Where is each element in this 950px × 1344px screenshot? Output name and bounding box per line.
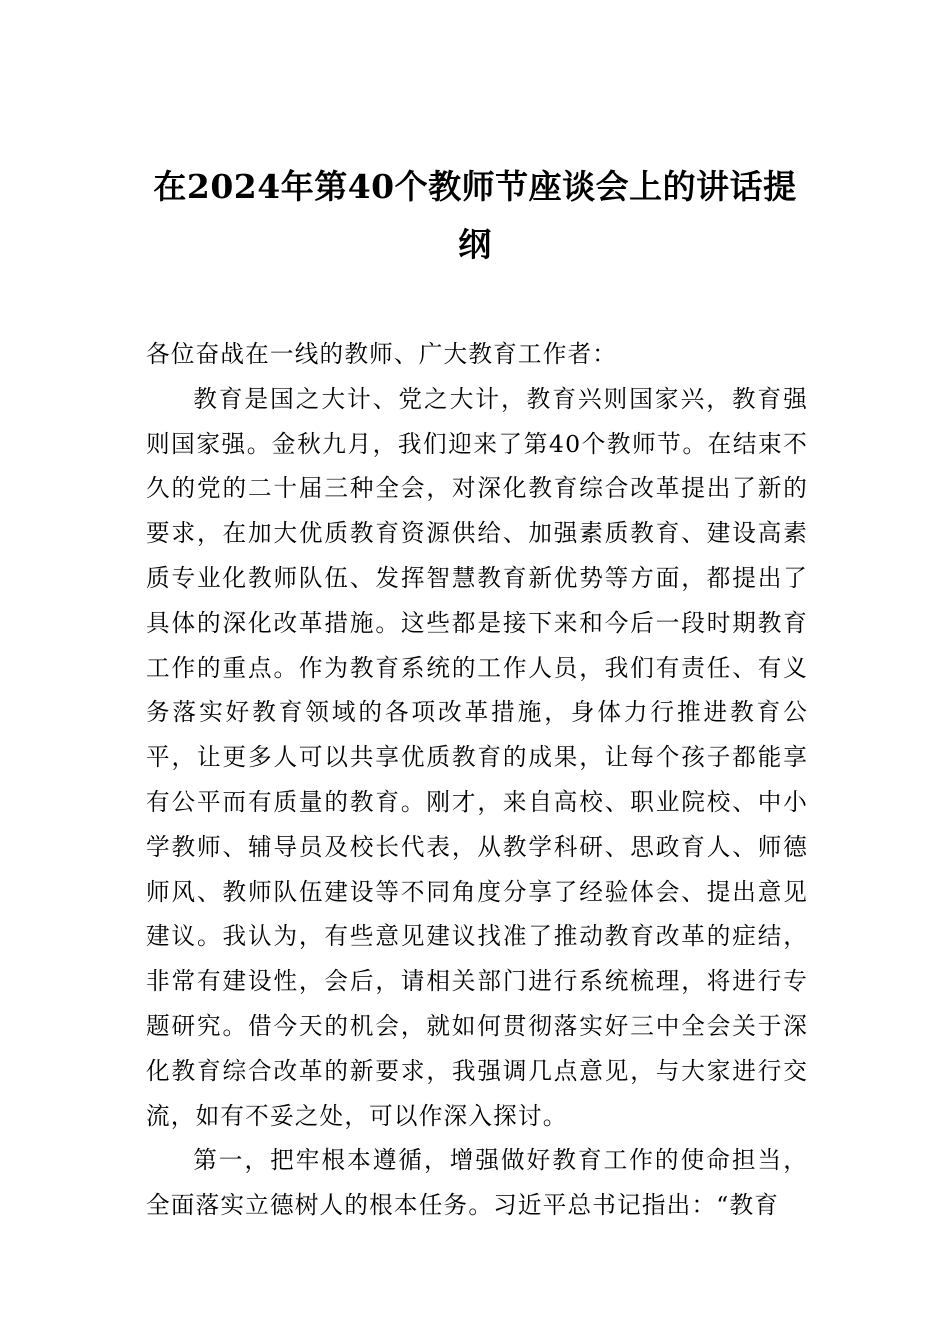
document-title: 在2024年第40个教师节座谈会上的讲话提纲 xyxy=(153,167,797,264)
paragraph-first-point: 第一，把牢根本遵循，增强做好教育工作的使命担当，全面落实立德树人的根本任务。习近平总书记指出：“教育 xyxy=(146,1146,808,1220)
paragraph-intro: 教育是国之大计、党之大计，教育兴则国家兴，教育强则国家强。金秋九月，我们迎来了第40个教师节。在结束不久的党的二十届三种全会，对深化教育综合改革提出了新的要求，在加大优质教育资源供给、加强素质教育、建设高素质专业化教师队伍、发挥智慧教育新优势等方面，都提出了具体的深化改革措施。这些都是接下来和今后一段时期教育工作的重点。作为教育系统的工作人员，我们有责任、有义务落实好教育领域的各项改革措施，身体力行推进教育公平，让更多人可以共享优质教育的成果，让每个孩子都能享有公平而有质量的教育。刚才，来自高校、职业院校、中小学教师、辅导员及校长代表，从教学科研、思政育人、师德师风、教师队伍建设等不同角度分享了经验体会、提出意见建议。我认为，有些意见建议找准了推动教育改革的症结，非常有建设性，会后，请相关部门进行系统梳理，将进行专题研究。借今天的机会，就如何贯彻落实好三中全会关于深化教育综合改革的新要求，我强调几点意见，与大家进行交流，如有不妥之处，可以作深入探讨。 xyxy=(146,384,808,1130)
salutation: 各位奋战在一线的教师、广大教育工作者： xyxy=(146,340,618,368)
document-body xyxy=(146,332,808,1228)
